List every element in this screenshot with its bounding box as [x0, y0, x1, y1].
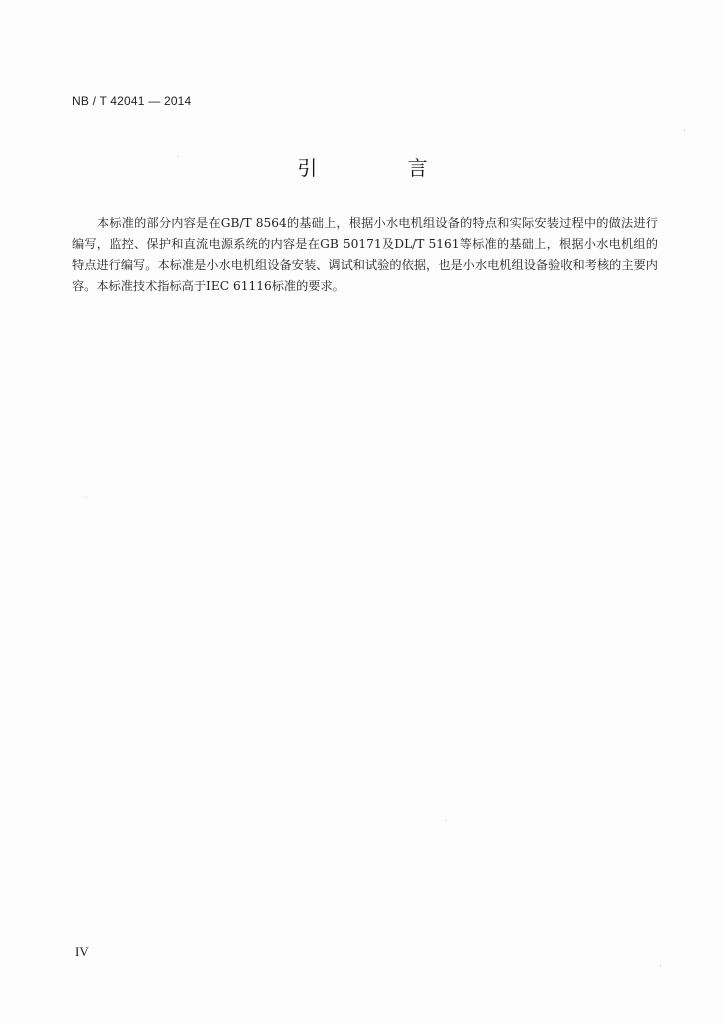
scan-speck: [86, 497, 87, 498]
page-number: IV: [75, 944, 89, 959]
introduction-paragraph: 本标准的部分内容是在GB/T 8564的基础上，根据小水电机组设备的特点和实际安装过程中的做法进行编写，监控、保护和直流电源系统的内容是在GB 50171及DL/T 5161等标准的基础上，根据小水电机组的特点进行编写。本标准是小水电机组设备安装、调试和试验的依据，也是小水电机组设备验收和考核的主要内容。本标准技术指标高于IEC 61116标准的要求。: [72, 216, 658, 293]
scan-speck: [178, 156, 179, 157]
scan-speck: [660, 965, 661, 966]
scan-speck: [684, 130, 685, 131]
standard-code-header: NB / T 42041 — 2014: [72, 94, 192, 108]
scan-speck: [445, 820, 446, 821]
page-title: 引 言: [297, 156, 470, 180]
